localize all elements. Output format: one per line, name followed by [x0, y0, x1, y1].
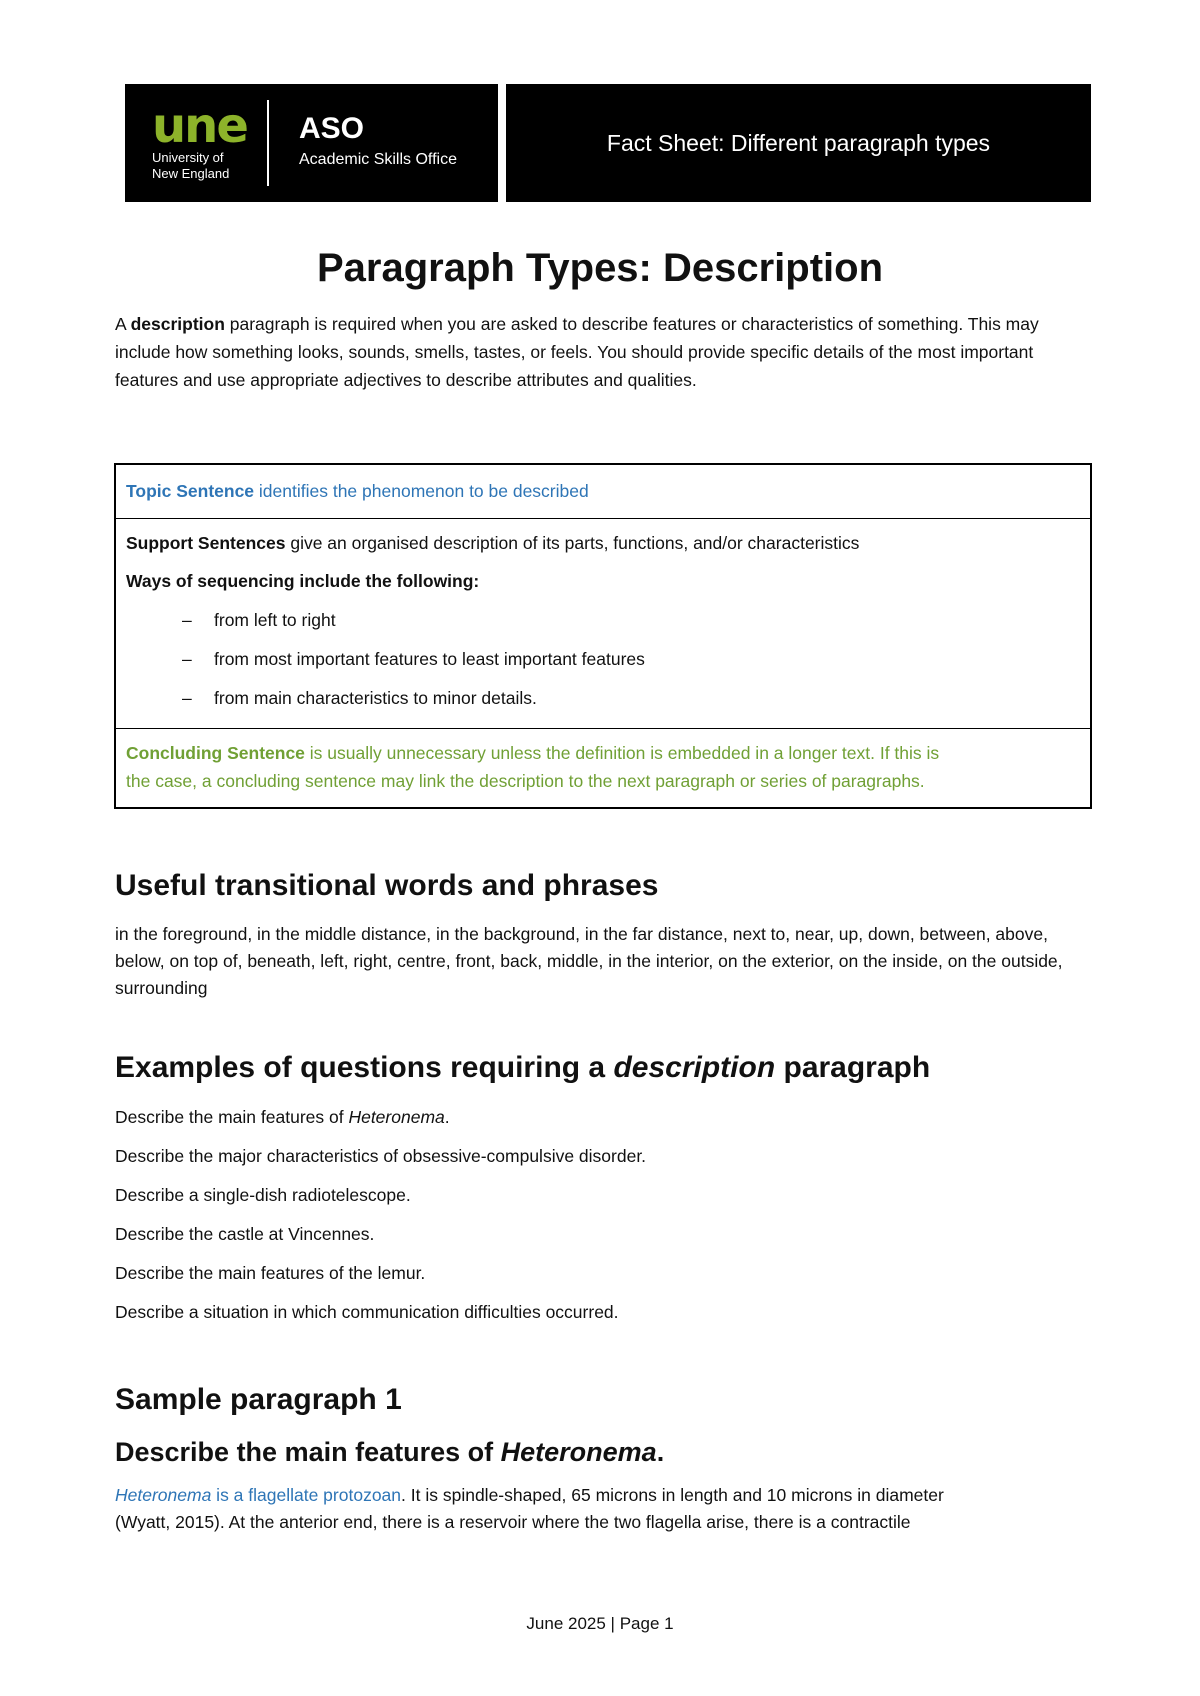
question-item: Describe the main features of the lemur.: [115, 1263, 426, 1283]
transitional-heading: Useful transitional words and phrases: [115, 869, 659, 902]
page-footer: June 2025 | Page 1: [526, 1614, 674, 1633]
logo-divider: [267, 100, 269, 186]
question-item: Describe a single-dish radiotelescope.: [115, 1185, 411, 1205]
examples-heading: Examples of questions requiring a description paragraph: [115, 1051, 931, 1084]
une-logo-subtitle: University of New England: [152, 150, 230, 181]
question-item: Describe a situation in which communication difficulties occurred.: [115, 1302, 619, 1322]
list-item: – from most important features to least important features: [182, 649, 645, 669]
sample-subheading: Describe the main features of Heteronema.: [115, 1437, 665, 1467]
une-logo: une: [152, 98, 247, 154]
page-title: Paragraph Types: Description: [316, 246, 884, 290]
support-sentences-row: Support Sentences give an organised description of its parts, functions, and/or characteristics Ways of sequencing include the following: – from left to right – from most important features to least important features – from main characteristics to minor details.: [116, 519, 1090, 729]
question-item: Describe the castle at Vincennes.: [115, 1224, 375, 1244]
concluding-sentence-row: Concluding Sentence is usually unnecessary unless the definition is embedded in a longer text. If this is the case, a concluding sentence may link the description to the next paragraph or series of paragraphs.: [126, 743, 940, 791]
header-logo-panel: [125, 84, 498, 202]
list-item: – from left to right: [182, 610, 336, 630]
transitional-text: in the foreground, in the middle distance, in the background, in the far distance, next to, near, up, down, between, above, below, on top of, beneath, left, right, centre, front, back, middle, in the interior, on the exterior, on the inside, on the outside, surrounding: [115, 924, 1063, 998]
sample-paragraph: Heteronema is a flagellate protozoan. It is spindle-shaped, 65 microns in length and 10 microns in diameter (Wyatt, 2015). At the anterior end, there is a reservoir where the two flagella arise, there is a contractile: [115, 1485, 944, 1532]
question-item: Describe the main features of Heteronema.: [115, 1107, 450, 1127]
paragraph-structure-box: [114, 463, 1092, 809]
sample-heading: Sample paragraph 1: [115, 1383, 402, 1416]
aso-name: Academic Skills Office: [299, 151, 457, 168]
fact-sheet-title: Fact Sheet: Different paragraph types: [606, 129, 991, 156]
ways-heading: Ways of sequencing include the following:: [126, 571, 480, 591]
list-item: – from main characteristics to minor details.: [182, 688, 537, 708]
question-item: Describe the major characteristics of obsessive-compulsive disorder.: [115, 1146, 647, 1166]
header-title-panel: [506, 84, 1091, 202]
aso-abbr: ASO: [299, 112, 365, 145]
topic-sentence-row: Topic Sentence identifies the phenomenon to be described: [116, 465, 1090, 519]
intro-paragraph: A description paragraph is required when you are asked to describe features or characteristics of something. This may include how something looks, sounds, smells, tastes, or feels. You should provide specific details of the most important features and use appropriate adjectives to describe attributes and qualities.: [115, 314, 1039, 390]
